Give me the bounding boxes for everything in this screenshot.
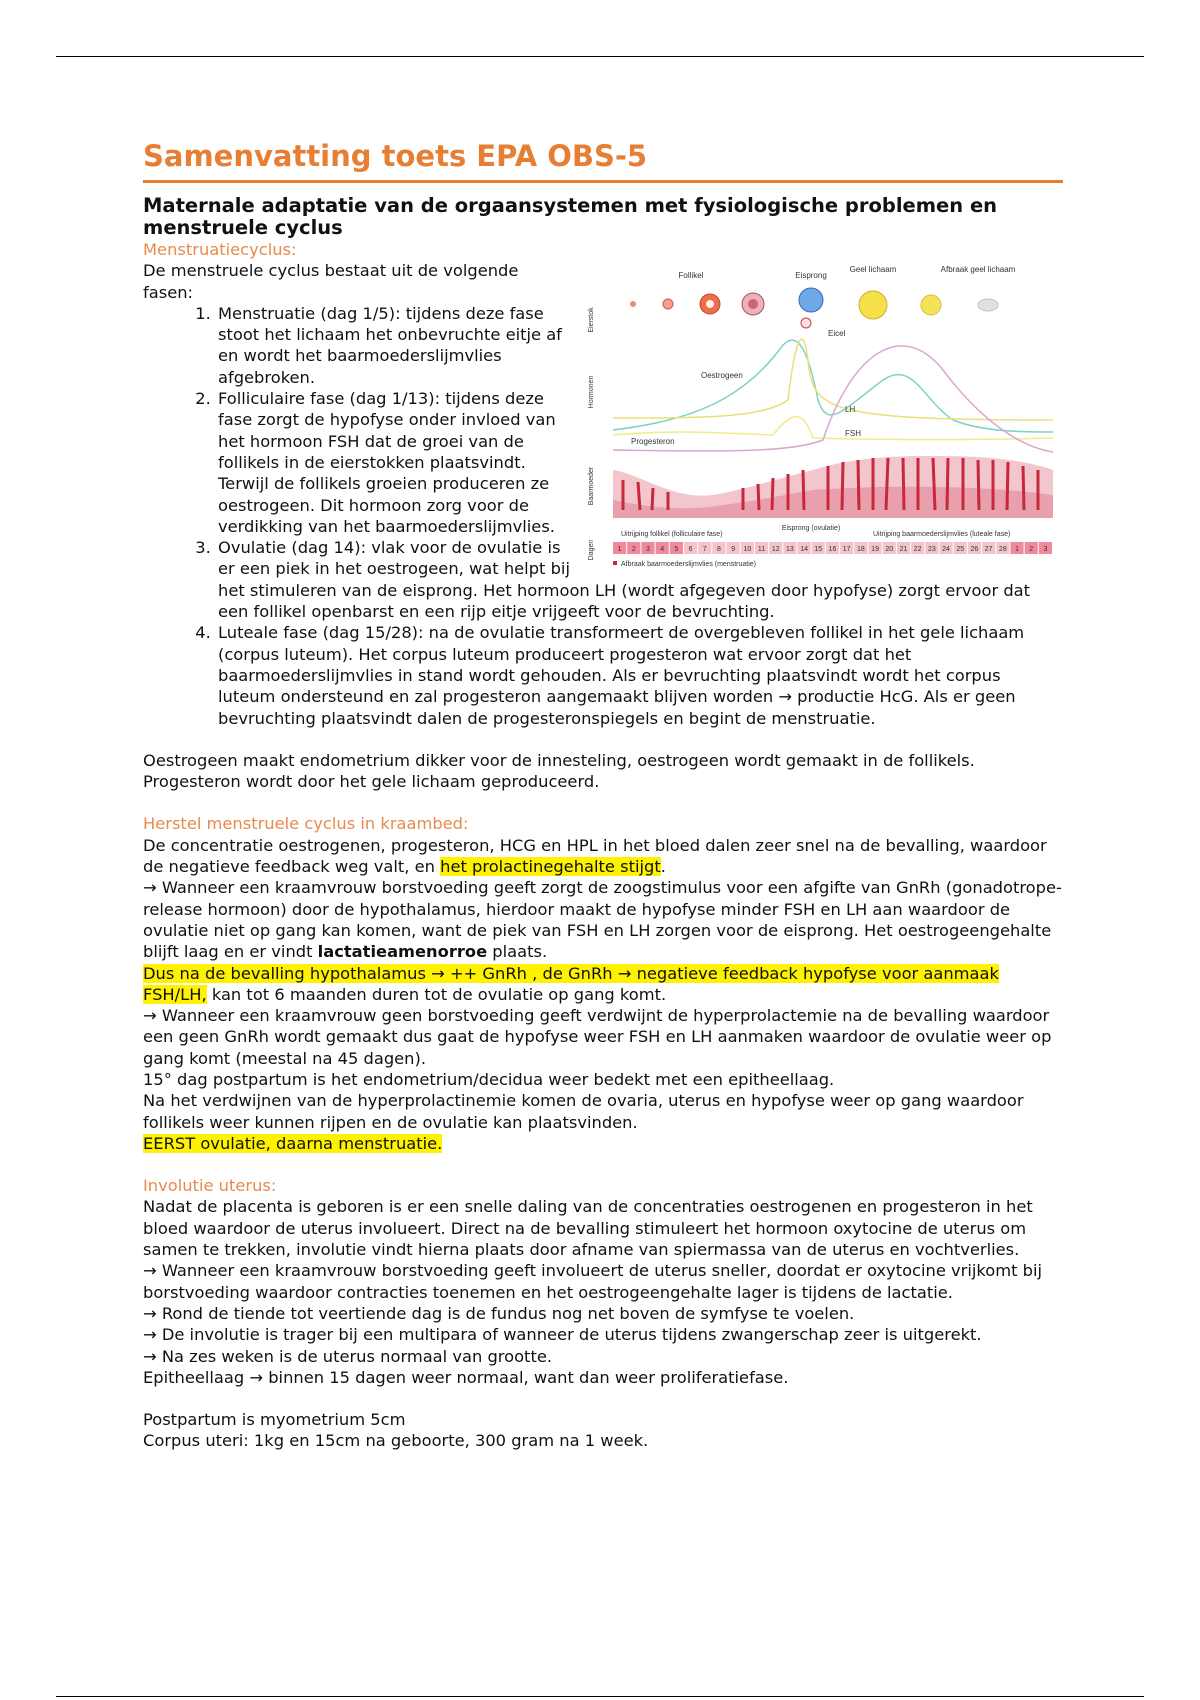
day-label: 28 xyxy=(998,546,1007,554)
herstel-p3-end: kan tot 6 maanden duren tot de ovulatie op gang komt. xyxy=(206,984,667,1004)
involutie-paragraph-1: Nadat de placenta is geboren is er een snelle daling van de concentraties oestrogenen en progesteron in het bloed waardoor de uterus involueert. Direct na de bevalling stimuleert het hormoon oxytocine de uterus om samen te trekken, involutie vindt hierna plaats door afname van spiermassa van de uterus en vochtverlies. xyxy=(143,1197,1033,1260)
page-title: Samenvatting toets EPA OBS-5 xyxy=(143,138,1063,183)
day-label: 9 xyxy=(731,546,736,554)
day-label: 20 xyxy=(885,546,894,554)
day-label: 1 xyxy=(617,546,622,554)
herstel-p2-text: → Wanneer een kraamvrouw borstvoeding geeft zorgt de zoogstimulus voor een afgifte van GnRh (gonadotrope-release hormoon) door de hypothalamus, hierdoor maakt de hypofyse minder FSH en LH aan waardoor de ovulatie niet op gang kan komen, want de piek van FSH en LH zorgen voor de eisprong. Het oestrogeengehalte blijft laag en er vindt xyxy=(143,878,1062,962)
day-label: 17 xyxy=(842,546,851,554)
day-label: 15 xyxy=(814,546,823,554)
bottom-rule xyxy=(56,1696,1144,1697)
phase-label-ovulatie: Eisprong (ovulatie) xyxy=(781,525,841,533)
herstel-paragraph-2 xyxy=(143,877,1063,962)
page-subtitle: Maternale adaptatie van de orgaansystemen met fysiologische problemen en menstruele cyclus xyxy=(143,194,998,239)
note-oestrogeen: Oestrogeen maakt endometrium dikker voor de innesteling, oestrogeen wordt gemaakt in de follikels. xyxy=(143,750,975,770)
label-progesteron: Progesteron xyxy=(631,437,675,447)
day-label: 5 xyxy=(674,546,679,554)
day-label: 4 xyxy=(660,546,665,554)
involutie-paragraph-6: Epitheellaag → binnen 15 dagen weer normaal, want dan weer proliferatiefase. xyxy=(143,1367,789,1387)
ovulation-icon xyxy=(799,288,823,312)
section-heading-involutie: Involutie uterus: xyxy=(143,1176,277,1196)
day-label: 21 xyxy=(899,546,908,554)
herstel-paragraph-6: Na het verdwijnen van de hyperprolactinemie komen de ovaria, uterus en hypofyse weer op gang waardoor follikels weer kunnen rijpen en de ovulatie kan plaatsvinden. xyxy=(143,1091,1024,1132)
day-label: 14 xyxy=(800,546,809,554)
note-progesteron: Progesteron wordt door het gele lichaam geproduceerd. xyxy=(143,772,600,792)
day-label: 8 xyxy=(716,546,721,554)
eicel-icon xyxy=(801,318,811,328)
involutie-paragraph-7: Postpartum is myometrium 5cm xyxy=(143,1410,406,1430)
label-follikel: Follikel xyxy=(678,271,704,281)
row-label-eierstok: Eierstok xyxy=(588,307,595,333)
label-oestrogeen: Oestrogeen xyxy=(701,371,743,381)
day-label: 12 xyxy=(771,546,780,554)
day-label: 2 xyxy=(1029,546,1034,554)
follicle-stage-3-core-icon xyxy=(706,300,714,308)
day-label: 7 xyxy=(702,546,707,554)
day-label: 3 xyxy=(646,546,650,554)
corpus-luteum-regress-icon xyxy=(921,295,941,315)
day-label: 13 xyxy=(786,546,794,554)
highlight-eerst-ovulatie: EERST ovulatie, daarna menstruatie. xyxy=(143,1133,443,1153)
label-geel-lichaam: Geel lichaam xyxy=(849,265,897,275)
involutie-paragraph-5: → Na zes weken is de uterus normaal van grootte. xyxy=(143,1346,553,1366)
day-label: 11 xyxy=(757,546,766,554)
involutie-paragraph-8: Corpus uteri: 1kg en 15cm na geboorte, 300 gram na 1 week. xyxy=(143,1431,649,1451)
day-label: 16 xyxy=(828,546,837,554)
day-label: 6 xyxy=(688,546,693,554)
involutie-paragraph-2: → Wanneer een kraamvrouw borstvoeding geeft involueert de uterus sneller, doordat er oxytocine vrijkomt bij borstvoeding waardoor contracties toenemen en het oestrogeengehalte lager is tijdens de lactatie. xyxy=(143,1261,1043,1302)
herstel-p1-end: . xyxy=(660,857,666,877)
corpus-albicans-icon xyxy=(978,299,998,311)
phase-item-luteale: 4. Luteale fase (dag 15/28): na de ovulatie transformeert de overgebleven follikel in het gele lichaam (corpus luteum). Het corpus luteum produceert progesteron wat ervoor zorgt dat het baarmoederslijmvlies in stand wordt gehouden. Als er bevruchting plaatsvindt wordt het corpus luteum ondersteund en zal progesteron aangemaakt blijven worden → productie HcG. Als er geen bevruchting plaatsvindt dalen de progesteronspiegels en begint de menstruatie. xyxy=(216,622,1063,728)
highlight-prolactine: het prolactinegehalte stijgt xyxy=(440,857,661,877)
day-label: 19 xyxy=(871,546,879,554)
herstel-p2-end: plaats. xyxy=(487,942,548,962)
menstrual-cycle-diagram xyxy=(583,260,1063,572)
term-lactatieamenorroe: lactatieamenorroe xyxy=(317,942,488,962)
row-label-dagen: Dagen xyxy=(588,539,595,561)
legend-swatch-icon xyxy=(613,561,617,565)
day-label: 24 xyxy=(942,546,950,554)
phase-item-menstruatie: 1. Menstruatie (dag 1/5): tijdens deze fase stoot het lichaam het onbevruchte eitje af en wordt het baarmoederslijmvlies afgebroken. xyxy=(216,303,1063,388)
follicle-stage-4-core-icon xyxy=(748,299,758,309)
herstel-paragraph-4: → Wanneer een kraamvrouw geen borstvoeding geeft verdwijnt de hyperprolactemie na de bevalling waardoor een geen GnRh wordt gemaakt dus gaat de hypofyse weer FSH en LH aanmaken waardoor de ovulatie weer op gang komt (meestal na 45 dagen). xyxy=(143,1006,1052,1068)
herstel-paragraph-3 xyxy=(143,963,1063,1006)
menstruatiecyclus-intro: De menstruele cyclus bestaat uit de volgende fasen: xyxy=(143,261,519,302)
label-fsh: FSH xyxy=(845,429,861,439)
involutie-paragraph-4: → De involutie is trager bij een multipara of wanneer de uterus tijdens zwangerschap zeer is uitgerekt. xyxy=(143,1325,982,1345)
herstel-paragraph-5: 15° dag postpartum is het endometrium/decidua weer bedekt met een epitheellaag. xyxy=(143,1069,835,1089)
follicle-stage-2-icon xyxy=(663,299,673,309)
herstel-paragraph-1 xyxy=(143,835,1063,878)
label-eisprong: Eisprong xyxy=(795,271,827,281)
days-bar xyxy=(613,542,1052,554)
day-label: 3 xyxy=(1043,546,1048,554)
corpus-luteum-icon xyxy=(859,291,887,319)
day-label: 27 xyxy=(984,546,993,554)
label-afbraak-geel-lichaam: Afbraak geel lichaam xyxy=(940,265,1016,275)
follicle-stage-1-icon xyxy=(630,301,636,307)
top-rule xyxy=(56,56,1144,57)
herstel-paragraph-7 xyxy=(143,1133,1063,1154)
phase-label-folliculair: Uitrijping follikel (folliculaire fase) xyxy=(621,531,723,539)
day-label: 22 xyxy=(913,546,922,554)
phase-label-luteaal: Uitrijping baarmoederslijmvlies (luteale fase) xyxy=(873,531,1011,539)
row-label-baarmoeder: Baarmoeder xyxy=(588,467,595,506)
day-label: 26 xyxy=(970,546,979,554)
day-label: 2 xyxy=(631,546,636,554)
day-label: 18 xyxy=(856,546,865,554)
section-heading-herstel: Herstel menstruele cyclus in kraambed: xyxy=(143,814,469,834)
involutie-paragraph-3: → Rond de tiende tot veertiende dag is de fundus nog net boven de symfyse te voelen. xyxy=(143,1303,855,1323)
day-label: 1 xyxy=(1015,546,1019,554)
label-eicel: Eicel xyxy=(828,329,846,339)
row-label-hormonen: Hormonen xyxy=(588,375,595,409)
menstrual-cycle-figure xyxy=(583,260,1063,572)
document-body xyxy=(143,138,1063,1452)
highlight-gnrh: Dus na de bevalling hypothalamus → ++ GnRh , de GnRh → negatieve feedback hypofyse voor aanmaak FSH/LH, xyxy=(143,963,999,1004)
phase-item-folliculaire: 2. Folliculaire fase (dag 1/13): tijdens deze fase zorgt de hypofyse onder invloed van het hormoon FSH dat de groei van de follikels in de eierstokken plaatsvindt. Terwijl de follikels groeien produceren ze oestrogeen. Dit hormoon zorg voor de verdikking van het baarmoederslijmvlies. xyxy=(216,388,1063,537)
label-lh: LH xyxy=(845,405,856,415)
day-label: 10 xyxy=(743,546,752,554)
legend-menstruatie: Afbraak baarmoederslijmvlies (menstruatie) xyxy=(621,561,756,569)
section-heading-menstruatiecyclus: Menstruatiecyclus: xyxy=(143,240,297,259)
herstel-p1-text: De concentratie oestrogenen, progesteron, HCG en HPL in het bloed dalen zeer snel na de bevalling, waardoor de negatieve feedback weg valt, en xyxy=(143,835,1047,877)
day-label: 25 xyxy=(956,546,965,554)
phase-item-ovulatie: 3. Ovulatie (dag 14): vlak voor de ovulatie is er een piek in het oestrogeen, wat helpt bij het stimuleren van de eisprong. Het hormoon LH (wordt afgegeven door hypofyse) zorgt ervoor dat een follikel openbarst en een rijp eitje vrijgeeft voor de bevruchting. xyxy=(216,537,1063,622)
day-label: 23 xyxy=(927,546,936,554)
